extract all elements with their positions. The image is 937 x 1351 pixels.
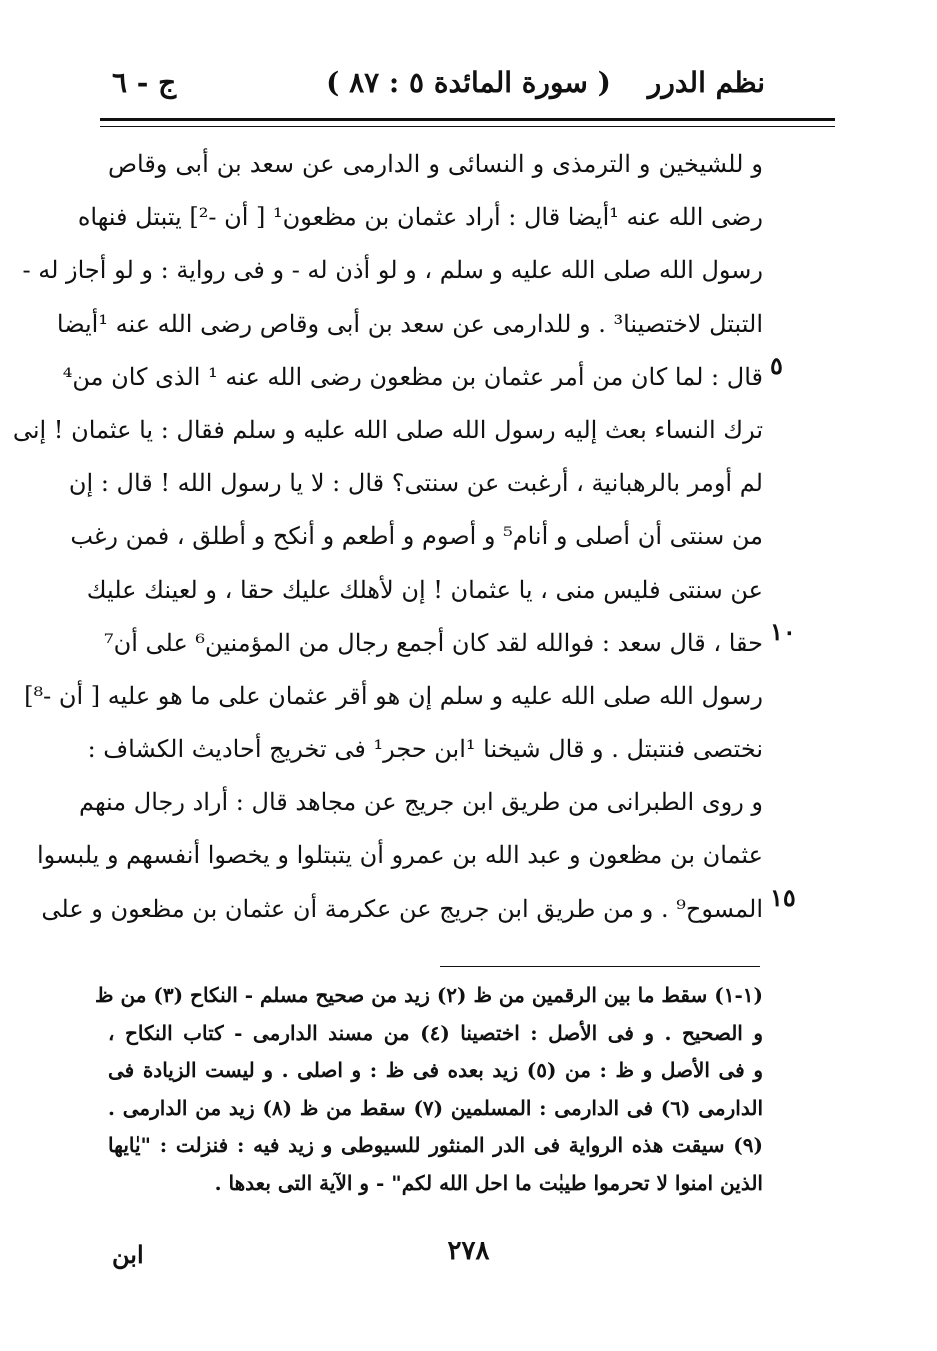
footnote-line: و فى الأصل و ظ : من (٥) زيد بعده فى ظ : و اصلى . و ليست الزيادة فى — [108, 1058, 763, 1082]
body-line: ترك النساء بعث إليه رسول الله صلى الله عليه و سلم فقال : يا عثمان ! إنى — [12, 415, 763, 444]
body-line: حقا ، قال سعد : فوالله لقد كان أجمع رجال من المؤمنين⁶ على أن⁷ — [103, 628, 763, 657]
body-line: و للشيخين و الترمذى و النسائى و الدارمى عن سعد بن أبى وقاص — [108, 150, 763, 178]
body-line: التبتل لاختصينا³ . و للدارمى عن سعد بن أبى وقاص رضى الله عنه ¹أيضا — [56, 309, 763, 338]
page-number: ٢٧٨ — [447, 1236, 490, 1266]
body-line: المسوح⁹ . و من طريق ابن جريج عن عكرمة أن عثمان بن مظعون و على — [41, 894, 763, 923]
body-line: رسول الله صلى الله عليه و سلم ، و لو أذن له - و فى رواية : و لو أجاز له - — [22, 256, 763, 285]
line-number-5: ٥ — [770, 351, 783, 380]
body-line: من سنتى أن أصلى و أنام⁵ و أصوم و أطعم و أنكح و أطلق ، فمن رغب — [70, 522, 763, 551]
footnotes — [95, 977, 764, 1202]
body-line: لم أومر بالرهبانية ، أرغبت عن سنتى؟ قال : لا يا رسول الله ! قال : إن — [68, 469, 763, 498]
body-line: رسول الله صلى الله عليه و سلم إن هو أقر عثمان على ما هو عليه [ أن -⁸] — [24, 681, 763, 710]
volume-label: ج - ٦ — [112, 66, 177, 99]
footnote-line: و الصحيح . و فى الأصل : اختصينا (٤) من مسند الدارمى - كتاب النكاح ، — [108, 1020, 763, 1045]
footnote-line: الدارمى (٦) فى الدارمى : المسلمين (٧) سقط من ظ (٨) زيد من الدارمى . — [108, 1095, 764, 1120]
book-title: نظم الدرر — [647, 66, 765, 99]
body-line: قال : لما كان من أمر عثمان بن مظعون رضى الله عنه ¹ الذى كان من⁴ — [62, 362, 763, 391]
body-line: و روى الطبرانى من طريق ابن جريج عن مجاهد قال : أراد رجال منهم — [79, 788, 763, 817]
footnote-line: (٩) سيقت هذه الرواية فى الدر المنثور للسيوطى و زيد فيه : فنزلت : "يٰايها — [108, 1133, 763, 1157]
catchword: ابن — [112, 1240, 144, 1269]
body-line: نختصى فنتبتل . و قال شيخنا ¹ابن حجر¹ فى تخريج أحاديث الكشاف : — [87, 735, 763, 764]
header-rule-thick — [100, 118, 835, 121]
body-line: رضى الله عنه ¹أيضا قال : أراد عثمان بن مظعون¹ [ أن -²] يتبتل فنهاه — [77, 203, 763, 232]
header-rule-thin — [100, 126, 835, 127]
footnote-line: الذين امنوا لا تحرموا طيبٰت ما احل الله لكم" - و الآية التى بعدها . — [214, 1170, 763, 1195]
line-number-15: ١٥ — [770, 883, 796, 912]
footnote-separator — [440, 966, 760, 967]
body-line: عن سنتى فليس منى ، يا عثمان ! إن لأهلك عليك حقا ، و لعينك عليك — [86, 575, 763, 604]
body-line: عثمان بن مظعون و عبد الله بن عمرو أن يتبتلوا و يخصوا أنفسهم و يلبسوا — [36, 841, 763, 870]
footnote-line: (١-١) سقط ما بين الرقمين من ظ (٢) زيد من صحيح مسلم - النكاح (٣) من ظ — [95, 983, 763, 1007]
line-number-10: ١٠ — [770, 617, 796, 646]
surah-reference: ( سورة المائدة ٥ : ٨٧ ) — [326, 66, 611, 99]
body-text — [12, 138, 763, 936]
